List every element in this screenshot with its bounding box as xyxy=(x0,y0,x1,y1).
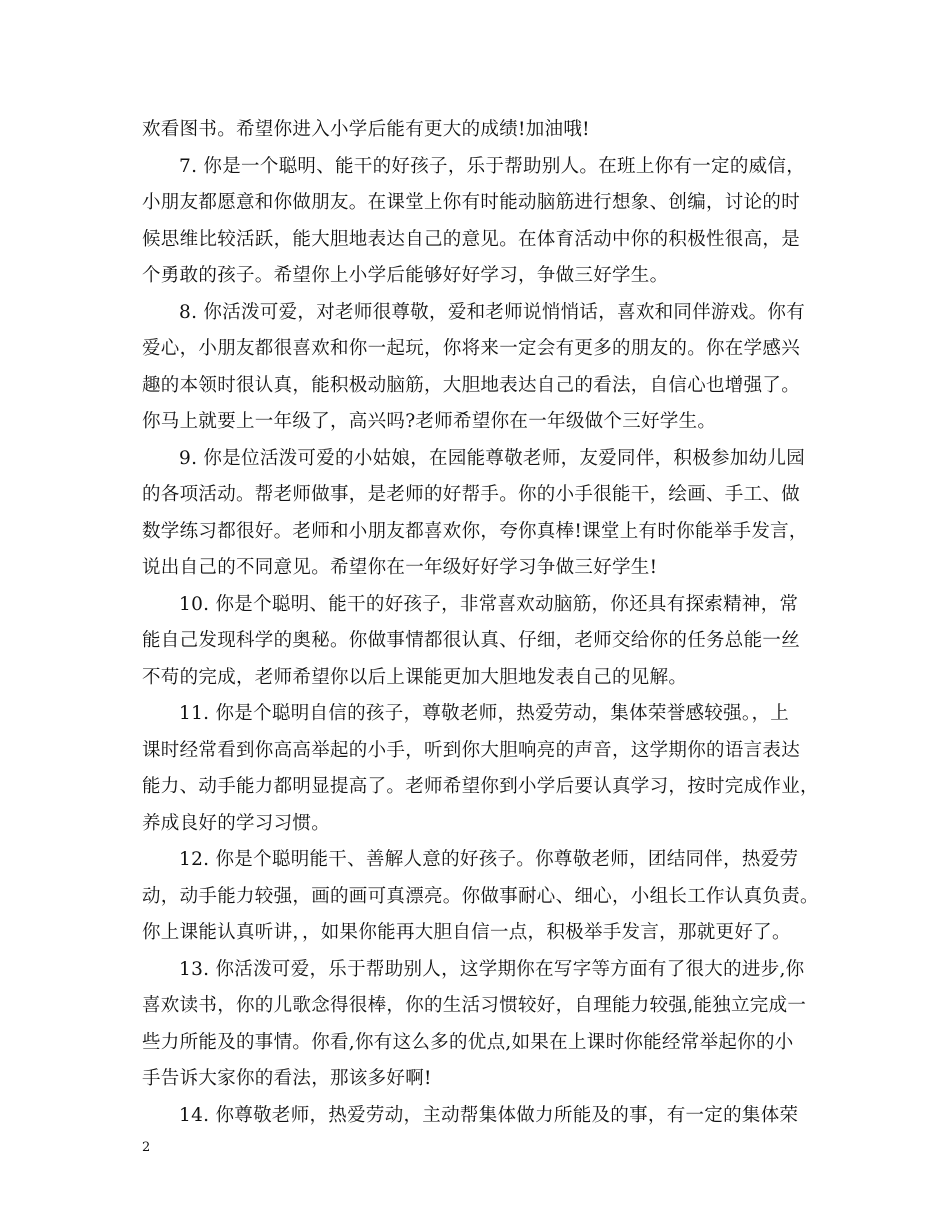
text-line: 候思维比较活跃，能大胆地表达自己的意见。在体育活动中你的积极性很高，是 xyxy=(142,228,801,250)
text-line: 欢看图书。希望你进入小学后能有更大的成绩!加油哦! xyxy=(142,119,590,140)
text-line: 14. 你尊敬老师，热爱劳动，主动帮集体做力所能及的事，有一定的集体荣 xyxy=(179,1104,799,1126)
text-line: 课时经常看到你高高举起的小手，听到你大胆响亮的声音，这学期你的语言表达 xyxy=(142,739,801,761)
text-line: 能力、动手能力都明显提高了。老师希望你到小学后要认真学习，按时完成作业， xyxy=(142,776,819,797)
document-body xyxy=(142,112,819,1134)
text-line: 12. 你是个聪明能干、善解人意的好孩子。你尊敬老师，团结同伴，热爱劳 xyxy=(179,849,799,870)
text-line: 动，动手能力较强，画的画可真漂亮。你做事耐心、细心，小组长工作认真负责。 xyxy=(142,885,819,907)
text-line: 9. 你是位活泼可爱的小姑娘，在园能尊敬老师，友爱同伴，积极参加幼儿园 xyxy=(179,447,806,469)
text-line: 数学练习都很好。老师和小朋友都喜欢你，夸你真棒!课堂上有时你能举手发言， xyxy=(142,520,808,542)
text-line: 10. 你是个聪明、能干的好孩子，非常喜欢动脑筋，你还具有探索精神，常 xyxy=(179,593,799,615)
text-line: 个勇敢的孩子。希望你上小学后能够好好学习，争做三好学生。 xyxy=(142,265,669,286)
text-line: 手告诉大家你的看法，那该多好啊! xyxy=(142,1068,432,1089)
text-line: 你上课能认真听讲，，如果你能再大胆自信一点，积极举手发言，那就更好了。 xyxy=(142,922,791,943)
text-line: 养成良好的学习习惯。 xyxy=(142,812,331,834)
page-number: 2 xyxy=(142,1140,151,1155)
text-line: 能自己发现科学的奥秘。你做事情都很认真、仔细，老师交给你的任务总能一丝 xyxy=(142,630,801,651)
text-line: 小朋友都愿意和你做朋友。在课堂上你有时能动脑筋进行想象、创编，讨论的时 xyxy=(142,192,801,213)
text-line: 不苟的完成，老师希望你以后上课能更加大胆地发表自己的见解。 xyxy=(142,666,688,688)
text-line: 7. 你是一个聪明、能干的好孩子，乐于帮助别人。在班上你有一定的威信， xyxy=(179,155,806,177)
text-line: 的各项活动。帮老师做事，是老师的好帮手。你的小手很能干，绘画、手工、做 xyxy=(142,484,801,505)
text-line: 11. 你是个聪明自信的孩子，尊敬老师，热爱劳动，集体荣誉感较强。，上 xyxy=(179,703,790,724)
text-line: 些力所能及的事情。你看,你有这么多的优点,如果在上课时你能经常举起你的小 xyxy=(142,1031,794,1053)
text-line: 说出自己的不同意见。希望你在一年级好好学习争做三好学生! xyxy=(142,557,658,578)
text-line: 喜欢读书，你的儿歌念得很棒，你的生活习惯较好，自理能力较强,能独立完成一 xyxy=(142,995,807,1016)
text-line: 13. 你活泼可爱，乐于帮助别人，这学期你在写字等方面有了很大的进步,你 xyxy=(179,958,805,980)
text-line: 8. 你活泼可爱，对老师很尊敬，爱和老师说悄悄话，喜欢和同伴游戏。你有 xyxy=(179,301,806,323)
text-line: 你马上就要上一年级了，高兴吗?老师希望你在一年级做个三好学生。 xyxy=(142,411,717,432)
text-line: 趣的本领时很认真，能积极动脑筋，大胆地表达自己的看法，自信心也增强了。 xyxy=(142,374,801,396)
text-line: 爱心，小朋友都很喜欢和你一起玩，你将来一定会有更多的朋友的。你在学感兴 xyxy=(142,338,801,359)
